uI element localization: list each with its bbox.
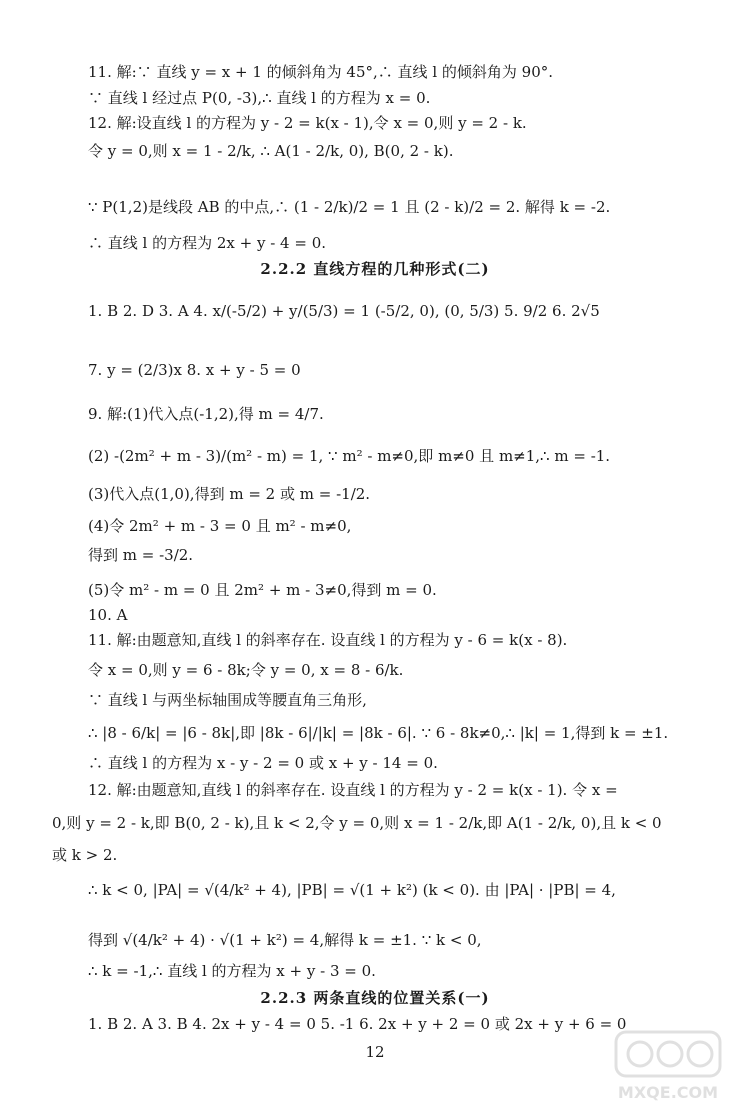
text-line: 9. 解:(1)代入点(-1,2),得 m = 4/7.	[88, 405, 324, 423]
text-line: 0,则 y = 2 - k,即 B(0, 2 - k),且 k < 2,令 y = 0,则 x = 1 - 2/k,即 A(1 - 2/k, 0),且 k < 0	[52, 814, 662, 832]
text-line: 得到 m = -3/2.	[88, 546, 194, 564]
text-line: 令 x = 0,则 y = 6 - 8k;令 y = 0, x = 8 - 6/k.	[88, 661, 404, 679]
text-line: ∵ 直线 l 经过点 P(0, -3),∴ 直线 l 的方程为 x = 0.	[88, 89, 431, 107]
text-line: ∵ P(1,2)是线段 AB 的中点,∴ (1 - 2/k)/2 = 1 且 (2 - k)/2 = 2. 解得 k = -2.	[88, 198, 611, 216]
text-line: ∴ k = -1,∴ 直线 l 的方程为 x + y - 3 = 0.	[88, 962, 376, 980]
text-line: ∴ 直线 l 的方程为 x - y - 2 = 0 或 x + y - 14 = 0.	[88, 754, 438, 772]
text-line: (5)令 m² - m = 0 且 2m² + m - 3≠0,得到 m = 0.	[88, 581, 437, 599]
text-line: ∴ |8 - 6/k| = |6 - 8k|,即 |8k - 6|/|k| = |8k - 6|. ∵ 6 - 8k≠0,∴ |k| = 1,得到 k = ±1.	[88, 724, 669, 742]
text-line: 1. B 2. A 3. B 4. 2x + y - 4 = 0 5. -1 6. 2x + y + 2 = 0 或 2x + y + 6 = 0	[88, 1015, 627, 1033]
text-line: 11. 解:∵ 直线 y = x + 1 的倾斜角为 45°,∴ 直线 l 的倾斜角为 90°.	[88, 63, 554, 81]
text-line: 令 y = 0,则 x = 1 - 2/k, ∴ A(1 - 2/k, 0), B(0, 2 - k).	[88, 142, 454, 160]
text-line: 7. y = (2/3)x 8. x + y - 5 = 0	[88, 361, 301, 379]
text-line: 12. 解:设直线 l 的方程为 y - 2 = k(x - 1),令 x = 0,则 y = 2 - k.	[88, 114, 527, 132]
text-line: ∴ k < 0, |PA| = √(4/k² + 4), |PB| = √(1 + k²) (k < 0). 由 |PA| · |PB| = 4,	[88, 881, 616, 899]
text-line: 12. 解:由题意知,直线 l 的斜率存在. 设直线 l 的方程为 y - 2 = k(x - 1). 令 x =	[88, 781, 618, 799]
section-heading: 2.2.3 两条直线的位置关系(一)	[260, 989, 490, 1007]
text-line: 1. B 2. D 3. A 4. x/(-5/2) + y/(5/3) = 1 (-5/2, 0), (0, 5/3) 5. 9/2 6. 2√5	[88, 302, 600, 320]
text-line: (4)令 2m² + m - 3 = 0 且 m² - m≠0,	[88, 517, 352, 535]
section-heading: 2.2.2 直线方程的几种形式(二)	[260, 260, 490, 278]
text-line: (3)代入点(1,0),得到 m = 2 或 m = -1/2.	[88, 485, 371, 503]
text-line: (2) -(2m² + m - 3)/(m² - m) = 1, ∵ m² - m≠0,即 m≠0 且 m≠1,∴ m = -1.	[88, 447, 611, 465]
page-number: 12	[365, 1043, 385, 1061]
watermark-text: MXQE.COM	[617, 1083, 719, 1102]
text-line: 或 k > 2.	[52, 846, 118, 864]
text-line: 10. A	[88, 606, 128, 624]
text-line: 11. 解:由题意知,直线 l 的斜率存在. 设直线 l 的方程为 y - 6 = k(x - 8).	[88, 631, 568, 649]
text-line: 得到 √(4/k² + 4) · √(1 + k²) = 4,解得 k = ±1. ∵ k < 0,	[88, 931, 482, 949]
watermark-logo	[608, 1018, 728, 1106]
text-line: ∵ 直线 l 与两坐标轴围成等腰直角三角形,	[88, 691, 367, 709]
text-line: ∴ 直线 l 的方程为 2x + y - 4 = 0.	[88, 234, 327, 252]
